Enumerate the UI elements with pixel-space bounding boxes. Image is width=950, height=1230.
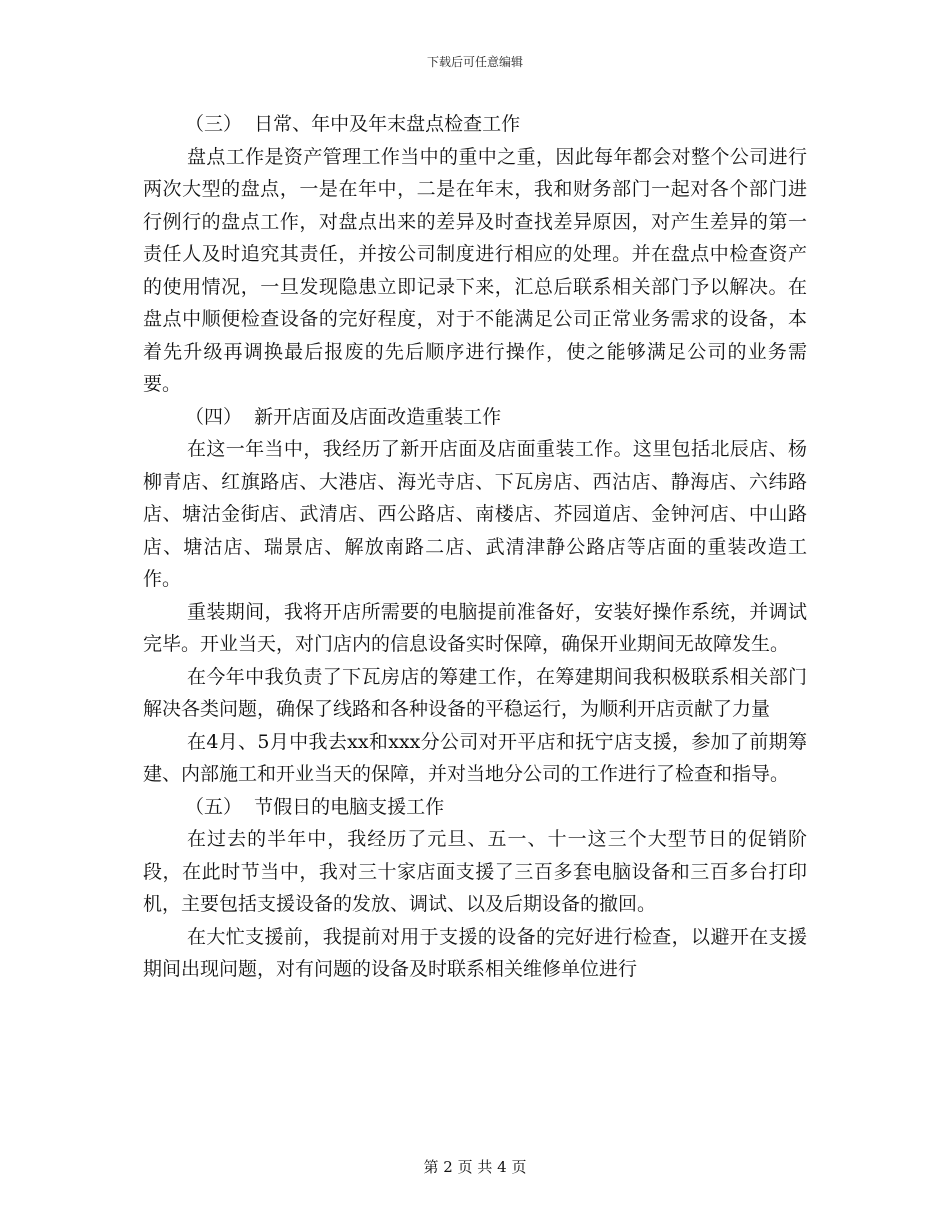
paragraph: 盘点工作是资产管理工作当中的重中之重，因此每年都会对整个公司进行两次大型的盘点，一是在年中，二是在年末，我和财务部门一起对各个部门进行例行的盘点工作，对盘点出来的差异及时查找差异原因，对产生差异的第一责任人及时追究其责任，并按公司制度进行相应的处理。并在盘点中检查资产的使用情况，一旦发现隐患立即记录下来，汇总后联系相关部门予以解决。在盘点中顺便检查设备的完好程度，对于不能满足公司正常业务需求的设备，本着先升级再调换最后报废的先后顺序进行操作，使之能够满足公司的业务需要。 [143, 145, 807, 395]
paragraph: 在今年中我负责了下瓦房店的筹建工作，在筹建期间我积极联系相关部门解决各类问题，确保了线路和各种设备的平稳运行，为顺利开店贡献了力量 [143, 665, 807, 720]
section-heading: （三） 日常、年中及年末盘点检查工作 [185, 113, 521, 135]
page-number: 第 2 页 共 4 页 [423, 1158, 527, 1176]
paragraph: 在这一年当中，我经历了新开店面及店面重装工作。这里包括北辰店、杨柳青店、红旗路店、大港店、海光寺店、下瓦房店、西沽店、静海店、六纬路店、塘沽金街店、武清店、西公路店、南楼店、芥园道店、金钟河店、中山路店、塘沽店、瑞景店、解放南路二店、武清津静公路店等店面的重装改造工作。 [143, 438, 807, 590]
paragraph: 在4月、5月中我去xx和xxx分公司对开平店和抚宁店支援，参加了前期筹建、内部施工和开业当天的保障，并对当地分公司的工作进行了检查和指导。 [143, 730, 807, 785]
document-body [143, 108, 807, 986]
section-heading: （五） 节假日的电脑支援工作 [185, 795, 445, 818]
paragraph: 重装期间，我将开店所需要的电脑提前准备好，安装好操作系统，并调试完毕。开业当天，对门店内的信息设备实时保障，确保开业期间无故障发生。 [143, 600, 807, 655]
section-heading: （四） 新开店面及店面改造重装工作 [185, 405, 502, 428]
paragraph: 在过去的半年中，我经历了元旦、五一、十一这三个大型节日的促销阶段，在此时节当中，我对三十家店面支援了三百多套电脑设备和三百多台打印机，主要包括支援设备的发放、调试、以及后期设备的撤回。 [143, 828, 807, 915]
paragraph: 在大忙支援前，我提前对用于支援的设备的完好进行检查，以避开在支援期间出现问题，对有问题的设备及时联系相关维修单位进行 [143, 925, 807, 980]
page-header: 下载后可任意编辑 [426, 55, 523, 69]
